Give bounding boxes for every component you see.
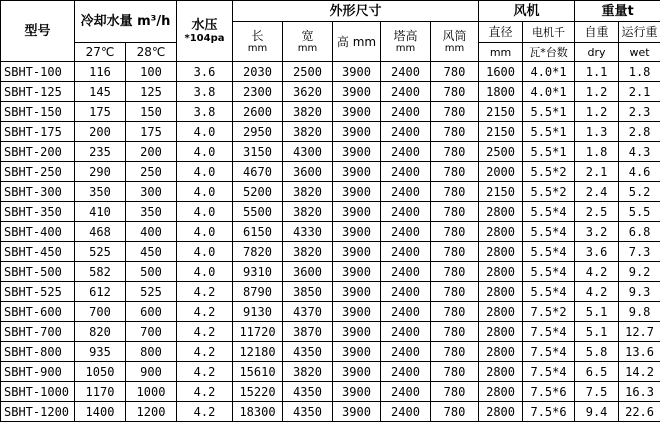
cell-self-weight: 2.1 xyxy=(575,162,619,182)
cell-pressure: 4.0 xyxy=(177,242,233,262)
cell-fan-diameter: 1600 xyxy=(479,62,523,82)
table-row xyxy=(1,182,660,202)
cell-tower-height: 2400 xyxy=(381,162,431,182)
cell-water-27: 1400 xyxy=(75,402,126,422)
cell-model: SBHT-450 xyxy=(1,242,75,262)
cell-width: 3820 xyxy=(283,182,333,202)
cell-pressure: 4.2 xyxy=(177,322,233,342)
cell-tower-height: 2400 xyxy=(381,222,431,242)
cell-length: 8790 xyxy=(233,282,283,302)
cell-width: 2500 xyxy=(283,62,333,82)
cell-duct: 780 xyxy=(431,302,479,322)
cell-width: 3820 xyxy=(283,362,333,382)
cell-pressure: 4.2 xyxy=(177,342,233,362)
cell-tower-height: 2400 xyxy=(381,302,431,322)
cell-pressure: 3.8 xyxy=(177,82,233,102)
header-width xyxy=(283,22,333,62)
cell-water-27: 468 xyxy=(75,222,126,242)
cell-fan-diameter: 2800 xyxy=(479,302,523,322)
cell-water-28: 450 xyxy=(126,242,177,262)
cell-model: SBHT-400 xyxy=(1,222,75,242)
cell-model: SBHT-500 xyxy=(1,262,75,282)
cell-model: SBHT-250 xyxy=(1,162,75,182)
header-pressure xyxy=(177,1,233,62)
cell-run-weight: 5.5 xyxy=(619,202,660,222)
cell-run-weight: 22.6 xyxy=(619,402,660,422)
cell-height: 3900 xyxy=(333,302,381,322)
cell-self-weight: 3.2 xyxy=(575,222,619,242)
cell-motor: 7.5*4 xyxy=(523,362,575,382)
cell-width: 3620 xyxy=(283,82,333,102)
cell-run-weight: 7.3 xyxy=(619,242,660,262)
cell-motor: 5.5*4 xyxy=(523,222,575,242)
cell-tower-height: 2400 xyxy=(381,342,431,362)
cell-model: SBHT-600 xyxy=(1,302,75,322)
cell-fan-diameter: 2000 xyxy=(479,162,523,182)
table-row xyxy=(1,362,660,382)
cell-duct: 780 xyxy=(431,362,479,382)
cell-pressure: 4.0 xyxy=(177,262,233,282)
cell-width: 3820 xyxy=(283,122,333,142)
cell-length: 5500 xyxy=(233,202,283,222)
cell-height: 3900 xyxy=(333,82,381,102)
cell-length: 2600 xyxy=(233,102,283,122)
cell-duct: 780 xyxy=(431,242,479,262)
cell-height: 3900 xyxy=(333,282,381,302)
cell-height: 3900 xyxy=(333,222,381,242)
header-dimensions: 外形尺寸 xyxy=(233,1,479,22)
cell-motor: 4.0*1 xyxy=(523,62,575,82)
cell-tower-height: 2400 xyxy=(381,362,431,382)
cell-pressure: 3.8 xyxy=(177,102,233,122)
cell-pressure: 4.2 xyxy=(177,362,233,382)
cell-model: SBHT-300 xyxy=(1,182,75,202)
header-length-label: 长 xyxy=(251,28,264,43)
cell-duct: 780 xyxy=(431,182,479,202)
cell-motor: 5.5*1 xyxy=(523,122,575,142)
table-row xyxy=(1,162,660,182)
cell-duct: 780 xyxy=(431,342,479,362)
cell-length: 2950 xyxy=(233,122,283,142)
cell-model: SBHT-800 xyxy=(1,342,75,362)
cell-water-27: 612 xyxy=(75,282,126,302)
header-pressure-label: 水压 xyxy=(191,17,218,33)
cell-length: 4670 xyxy=(233,162,283,182)
cell-water-27: 935 xyxy=(75,342,126,362)
table-row xyxy=(1,262,660,282)
table-row xyxy=(1,222,660,242)
cell-height: 3900 xyxy=(333,142,381,162)
cell-water-28: 150 xyxy=(126,102,177,122)
cell-motor: 5.5*1 xyxy=(523,142,575,162)
header-fan: 风机 xyxy=(479,1,575,22)
cell-tower-height: 2400 xyxy=(381,82,431,102)
cell-motor: 5.5*4 xyxy=(523,202,575,222)
cell-water-27: 350 xyxy=(75,182,126,202)
cell-tower-height: 2400 xyxy=(381,182,431,202)
cell-fan-diameter: 1800 xyxy=(479,82,523,102)
cell-self-weight: 5.1 xyxy=(575,322,619,342)
cell-height: 3900 xyxy=(333,322,381,342)
header-weight: 重量t xyxy=(575,1,660,22)
cell-height: 3900 xyxy=(333,402,381,422)
cell-duct: 780 xyxy=(431,82,479,102)
cell-run-weight: 12.7 xyxy=(619,322,660,342)
cell-water-28: 500 xyxy=(126,262,177,282)
cell-fan-diameter: 2800 xyxy=(479,402,523,422)
cell-motor: 5.5*1 xyxy=(523,102,575,122)
table-body xyxy=(1,62,660,422)
cell-water-27: 175 xyxy=(75,102,126,122)
table-row xyxy=(1,242,660,262)
cell-pressure: 4.0 xyxy=(177,202,233,222)
cell-tower-height: 2400 xyxy=(381,322,431,342)
cell-water-27: 820 xyxy=(75,322,126,342)
header-run-weight: 运行重 xyxy=(619,22,660,43)
cell-self-weight: 1.1 xyxy=(575,62,619,82)
cell-fan-diameter: 2800 xyxy=(479,382,523,402)
cell-self-weight: 5.1 xyxy=(575,302,619,322)
header-cooling-water: 冷却水量 m³/h xyxy=(75,1,177,43)
cell-duct: 780 xyxy=(431,402,479,422)
cell-water-28: 900 xyxy=(126,362,177,382)
cell-pressure: 4.2 xyxy=(177,382,233,402)
cell-self-weight: 7.5 xyxy=(575,382,619,402)
header-pressure-unit: *104pa xyxy=(184,32,225,44)
cell-run-weight: 4.6 xyxy=(619,162,660,182)
cell-pressure: 4.0 xyxy=(177,222,233,242)
cell-length: 18300 xyxy=(233,402,283,422)
cell-model: SBHT-900 xyxy=(1,362,75,382)
header-motor: 电机千 xyxy=(523,22,575,43)
header-self-weight: 自重 xyxy=(575,22,619,43)
cell-pressure: 4.2 xyxy=(177,402,233,422)
cell-length: 6150 xyxy=(233,222,283,242)
cell-length: 2030 xyxy=(233,62,283,82)
cell-motor: 5.5*2 xyxy=(523,162,575,182)
cell-fan-diameter: 2800 xyxy=(479,282,523,302)
cell-width: 3600 xyxy=(283,262,333,282)
cell-water-27: 1050 xyxy=(75,362,126,382)
cell-run-weight: 16.3 xyxy=(619,382,660,402)
cell-self-weight: 4.2 xyxy=(575,262,619,282)
cell-water-28: 525 xyxy=(126,282,177,302)
cell-duct: 780 xyxy=(431,262,479,282)
cell-water-27: 1170 xyxy=(75,382,126,402)
cell-height: 3900 xyxy=(333,202,381,222)
cell-water-27: 200 xyxy=(75,122,126,142)
cell-run-weight: 5.2 xyxy=(619,182,660,202)
table-row xyxy=(1,122,660,142)
cell-duct: 780 xyxy=(431,322,479,342)
cell-run-weight: 4.3 xyxy=(619,142,660,162)
cell-tower-height: 2400 xyxy=(381,202,431,222)
table-row xyxy=(1,82,660,102)
header-duct-label: 风筒 xyxy=(442,28,467,43)
cell-water-28: 350 xyxy=(126,202,177,222)
cell-self-weight: 1.3 xyxy=(575,122,619,142)
cell-self-weight: 1.8 xyxy=(575,142,619,162)
header-tower-height-label: 塔高 xyxy=(393,28,418,43)
cell-fan-diameter: 2800 xyxy=(479,262,523,282)
cell-width: 3600 xyxy=(283,162,333,182)
cell-height: 3900 xyxy=(333,102,381,122)
cell-water-27: 145 xyxy=(75,82,126,102)
cell-length: 11720 xyxy=(233,322,283,342)
cell-height: 3900 xyxy=(333,122,381,142)
cell-motor: 7.5*2 xyxy=(523,302,575,322)
cell-width: 4370 xyxy=(283,302,333,322)
header-duct-unit: mm xyxy=(444,42,465,54)
header-temp-28: 28℃ xyxy=(126,43,177,62)
cell-water-27: 582 xyxy=(75,262,126,282)
cell-width: 3820 xyxy=(283,202,333,222)
cell-pressure: 4.0 xyxy=(177,182,233,202)
header-height: 高 mm xyxy=(333,22,381,62)
cell-motor: 4.0*1 xyxy=(523,82,575,102)
cell-tower-height: 2400 xyxy=(381,282,431,302)
cell-height: 3900 xyxy=(333,362,381,382)
cell-width: 3820 xyxy=(283,242,333,262)
cell-self-weight: 5.8 xyxy=(575,342,619,362)
cell-width: 4300 xyxy=(283,142,333,162)
cell-duct: 780 xyxy=(431,162,479,182)
cell-run-weight: 13.6 xyxy=(619,342,660,362)
cell-fan-diameter: 2150 xyxy=(479,102,523,122)
cell-width: 3850 xyxy=(283,282,333,302)
cell-model: SBHT-100 xyxy=(1,62,75,82)
cell-fan-diameter: 2800 xyxy=(479,202,523,222)
table-row xyxy=(1,302,660,322)
cell-self-weight: 4.2 xyxy=(575,282,619,302)
cell-water-28: 700 xyxy=(126,322,177,342)
cell-motor: 7.5*6 xyxy=(523,402,575,422)
table-header xyxy=(1,1,660,62)
table-row xyxy=(1,142,660,162)
cell-length: 15220 xyxy=(233,382,283,402)
table-row xyxy=(1,382,660,402)
cell-water-28: 600 xyxy=(126,302,177,322)
cell-tower-height: 2400 xyxy=(381,102,431,122)
cell-water-28: 175 xyxy=(126,122,177,142)
cell-motor: 5.5*4 xyxy=(523,262,575,282)
cell-water-27: 290 xyxy=(75,162,126,182)
cell-self-weight: 2.5 xyxy=(575,202,619,222)
cell-model: SBHT-1200 xyxy=(1,402,75,422)
cell-water-27: 700 xyxy=(75,302,126,322)
cell-pressure: 4.0 xyxy=(177,162,233,182)
cell-duct: 780 xyxy=(431,142,479,162)
cell-water-28: 100 xyxy=(126,62,177,82)
cell-water-27: 525 xyxy=(75,242,126,262)
cell-motor: 7.5*6 xyxy=(523,382,575,402)
header-diameter-unit: mm xyxy=(479,43,523,62)
header-length-unit: mm xyxy=(247,42,268,54)
cell-length: 9310 xyxy=(233,262,283,282)
cell-length: 12180 xyxy=(233,342,283,362)
cell-run-weight: 2.8 xyxy=(619,122,660,142)
cell-duct: 780 xyxy=(431,102,479,122)
cell-length: 2300 xyxy=(233,82,283,102)
cell-self-weight: 2.4 xyxy=(575,182,619,202)
cell-fan-diameter: 2800 xyxy=(479,342,523,362)
cell-water-27: 410 xyxy=(75,202,126,222)
cell-motor: 5.5*4 xyxy=(523,282,575,302)
cell-motor: 7.5*4 xyxy=(523,322,575,342)
header-width-unit: mm xyxy=(297,42,318,54)
cell-self-weight: 1.2 xyxy=(575,102,619,122)
cell-water-28: 1200 xyxy=(126,402,177,422)
cell-fan-diameter: 2800 xyxy=(479,242,523,262)
table-row xyxy=(1,202,660,222)
cell-pressure: 4.0 xyxy=(177,142,233,162)
cell-water-28: 800 xyxy=(126,342,177,362)
cell-duct: 780 xyxy=(431,202,479,222)
cell-fan-diameter: 2800 xyxy=(479,222,523,242)
cell-height: 3900 xyxy=(333,262,381,282)
cell-duct: 780 xyxy=(431,122,479,142)
cell-width: 3820 xyxy=(283,102,333,122)
cell-water-27: 116 xyxy=(75,62,126,82)
cell-pressure: 4.2 xyxy=(177,302,233,322)
cell-self-weight: 1.2 xyxy=(575,82,619,102)
cell-fan-diameter: 2800 xyxy=(479,322,523,342)
header-temp-27: 27℃ xyxy=(75,43,126,62)
cell-fan-diameter: 2800 xyxy=(479,362,523,382)
cell-height: 3900 xyxy=(333,382,381,402)
cell-model: SBHT-350 xyxy=(1,202,75,222)
cell-duct: 780 xyxy=(431,382,479,402)
cell-tower-height: 2400 xyxy=(381,242,431,262)
table-row xyxy=(1,402,660,422)
cell-height: 3900 xyxy=(333,342,381,362)
cell-model: SBHT-175 xyxy=(1,122,75,142)
cell-tower-height: 2400 xyxy=(381,142,431,162)
cell-model: SBHT-525 xyxy=(1,282,75,302)
cell-self-weight: 3.6 xyxy=(575,242,619,262)
cell-model: SBHT-150 xyxy=(1,102,75,122)
header-tower-height xyxy=(381,22,431,62)
cell-pressure: 4.0 xyxy=(177,122,233,142)
cell-model: SBHT-1000 xyxy=(1,382,75,402)
cell-width: 4350 xyxy=(283,342,333,362)
cell-self-weight: 6.5 xyxy=(575,362,619,382)
cell-duct: 780 xyxy=(431,222,479,242)
cell-tower-height: 2400 xyxy=(381,122,431,142)
cell-duct: 780 xyxy=(431,62,479,82)
cell-motor: 5.5*4 xyxy=(523,242,575,262)
cell-width: 4330 xyxy=(283,222,333,242)
cell-run-weight: 9.8 xyxy=(619,302,660,322)
cell-model: SBHT-125 xyxy=(1,82,75,102)
cell-length: 3150 xyxy=(233,142,283,162)
cell-tower-height: 2400 xyxy=(381,62,431,82)
cell-length: 15610 xyxy=(233,362,283,382)
cell-fan-diameter: 2150 xyxy=(479,122,523,142)
cell-water-28: 1000 xyxy=(126,382,177,402)
cell-water-28: 300 xyxy=(126,182,177,202)
cell-run-weight: 9.2 xyxy=(619,262,660,282)
cell-tower-height: 2400 xyxy=(381,382,431,402)
header-length xyxy=(233,22,283,62)
table-row xyxy=(1,322,660,342)
cell-run-weight: 6.8 xyxy=(619,222,660,242)
cell-tower-height: 2400 xyxy=(381,402,431,422)
cell-length: 9130 xyxy=(233,302,283,322)
cell-pressure: 4.2 xyxy=(177,282,233,302)
header-self-weight-unit: dry xyxy=(575,43,619,62)
table-row xyxy=(1,342,660,362)
table-row xyxy=(1,62,660,82)
cell-water-27: 235 xyxy=(75,142,126,162)
cell-pressure: 3.6 xyxy=(177,62,233,82)
cell-width: 3870 xyxy=(283,322,333,342)
cell-run-weight: 14.2 xyxy=(619,362,660,382)
header-run-weight-unit: wet xyxy=(619,43,660,62)
cell-run-weight: 1.8 xyxy=(619,62,660,82)
cell-water-28: 400 xyxy=(126,222,177,242)
cell-water-28: 125 xyxy=(126,82,177,102)
table-row xyxy=(1,102,660,122)
header-width-label: 宽 xyxy=(301,28,314,43)
table-row xyxy=(1,282,660,302)
cell-height: 3900 xyxy=(333,162,381,182)
cell-water-28: 250 xyxy=(126,162,177,182)
header-diameter: 直径 xyxy=(479,22,523,43)
cell-length: 5200 xyxy=(233,182,283,202)
cell-run-weight: 2.3 xyxy=(619,102,660,122)
cell-duct: 780 xyxy=(431,282,479,302)
cell-fan-diameter: 2150 xyxy=(479,182,523,202)
header-tower-height-unit: mm xyxy=(395,42,416,54)
cell-length: 7820 xyxy=(233,242,283,262)
cell-tower-height: 2400 xyxy=(381,262,431,282)
cell-height: 3900 xyxy=(333,62,381,82)
cell-model: SBHT-700 xyxy=(1,322,75,342)
header-duct xyxy=(431,22,479,62)
cell-height: 3900 xyxy=(333,242,381,262)
cell-height: 3900 xyxy=(333,182,381,202)
cell-water-28: 200 xyxy=(126,142,177,162)
cell-motor: 5.5*2 xyxy=(523,182,575,202)
cell-width: 4350 xyxy=(283,402,333,422)
cell-self-weight: 9.4 xyxy=(575,402,619,422)
cell-motor: 7.5*4 xyxy=(523,342,575,362)
header-motor-unit: 瓦*台数 xyxy=(523,43,575,62)
cell-width: 4350 xyxy=(283,382,333,402)
cell-model: SBHT-200 xyxy=(1,142,75,162)
cell-run-weight: 2.1 xyxy=(619,82,660,102)
cell-run-weight: 9.3 xyxy=(619,282,660,302)
header-model: 型号 xyxy=(1,1,75,62)
cell-fan-diameter: 2500 xyxy=(479,142,523,162)
